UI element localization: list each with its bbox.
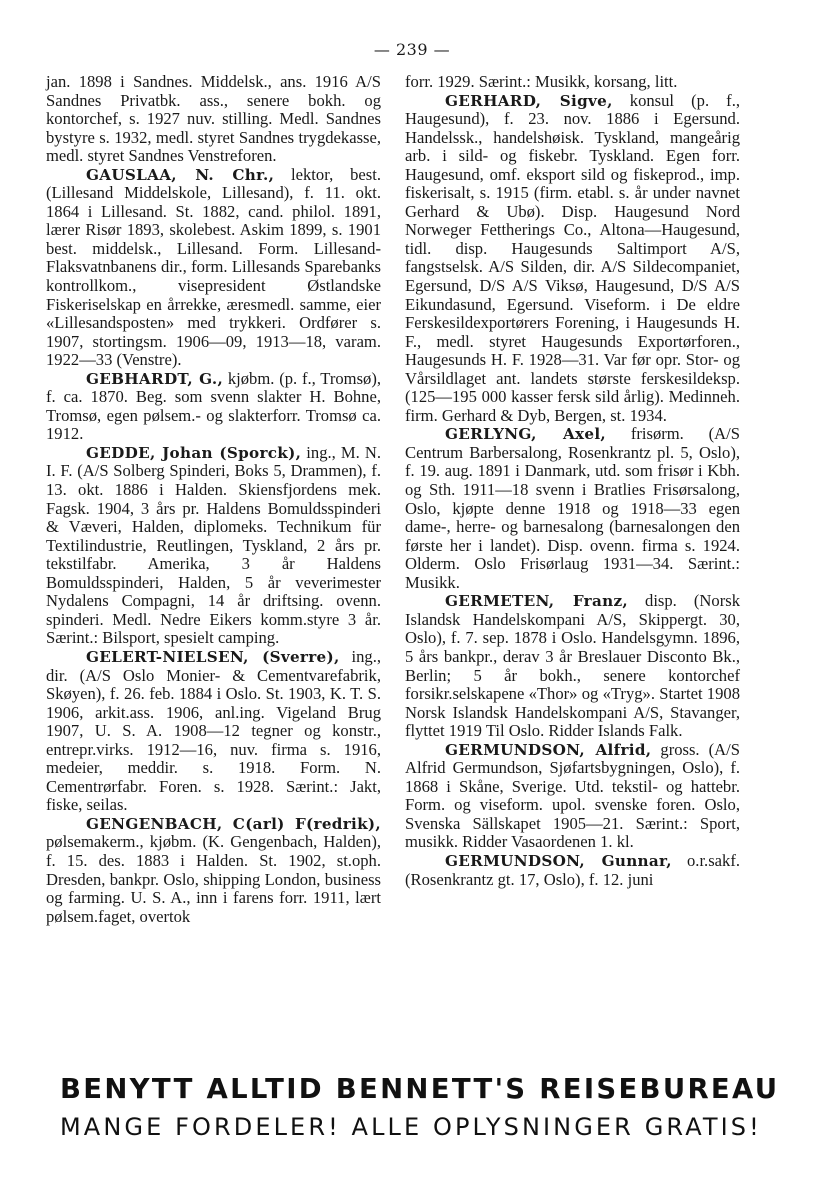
page-number: — 239 —: [373, 40, 451, 59]
entry-body: frisørm. (A/S Centrum Barbersalong, Rosenkrantz pl. 5, Oslo), f. 19. aug. 1891 i Danmark, utd. som frisør i Kbh. og Sth. 1911—18 svenn i Bratlies Frisørsalong, Oslo, kjøpte denne 1918 og 1918—33 egen dame-, herre- og barnesalong (barnesalongen den første her i landet). Disp. ovenn. firma s. 1924. Olderm. Oslo Frisørlaug 1931—34. Særint.: Musikk.: [405, 424, 740, 592]
entry-gauslaa: [46, 166, 381, 370]
entry-name: GELERT-NIELSEN, (Sverre),: [86, 647, 340, 666]
entry-name: GERLYNG, Axel,: [445, 425, 607, 444]
entry-continuation: [405, 73, 740, 92]
entry-name: GENGENBACH, C(arl) F(redrik),: [86, 814, 381, 833]
entry-name: GEDDE, Johan (Sporck),: [86, 443, 302, 462]
entry-body: o.r.sakf. (Rosenkrantz gt. 17, Oslo), f. 12. juni: [405, 850, 740, 889]
entry-name: GERHARD, Sigve,: [445, 91, 613, 110]
entry-body: konsul (p. f., Haugesund), f. 23. nov. 1886 i Egersund. Handelssk., handelshøisk. Tyskland, mangeårig arb. i sild- og fiskebr. Tyskland. Egen forr. Haugesund, omf. eksport sild og fiskeprod., imp. fiskerisalt, s. 1915 (firm. etabl. s. år under navnet Gerhard & Ubø). Disp. Haugesund Nord Norweger Fettherings Co., Altona—Haugesund, tidl. disp. Haugesunds Saltimport A/S, fangstselsk. A/S Silden, dir. A/S Sildecompaniet, Egersund, D/S A/S Viksø, Haugesund, D/S A/S Eikundasund, Egersund. Viseform. i De eldre Ferskesildexportørers Forening, i Haugesunds H. F., medl. styret Haugesunds Exportørforen., Haugesunds H. F. 1928—31. Var før opr. Stor- og Vårsildlaget ant. landets største ferskesildeksp. (125—195 000 kasser fersk sild årlig). Medinneh. firm. Gerhard & Dyb, Bergen, st. 1934.: [405, 90, 740, 425]
entry-body: gross. (A/S Alfrid Germundson, Sjøfartsbygningen, Oslo), f. 1868 i Skåne, Sverige. Utd. tekstil- og hattebr. Form. og viseform. upol. svenske foren. Oslo, Svenska Sällskapet 1905—21. Særint.: Sport, musikk. Ridder Vasaordenen 1. kl.: [405, 739, 740, 852]
entry-gerlyng: [405, 425, 740, 592]
entry-name: GERMETEN, Franz,: [445, 592, 628, 611]
advertisement-tagline: MANGE FORDELER! ALLE OPLYSNINGER GRATIS!: [60, 1113, 762, 1141]
entry-germundson-alfrid: [405, 741, 740, 852]
entry-body: kjøbm. (p. f., Tromsø), f. ca. 1870. Beg. som svenn slakter H. Bohne, Tromsø, egen pølsem.- og slakterforr. Tromsø ca. 1912.: [46, 368, 381, 444]
right-column: [405, 73, 740, 889]
entry-gelert-nielsen: [46, 648, 381, 815]
entry-germundson-gunnar: [405, 852, 740, 889]
entry-continuation: [46, 73, 381, 166]
entry-gedde: [46, 444, 381, 648]
entry-body: forr. 1929. Særint.: Musikk, korsang, litt.: [405, 72, 678, 91]
entry-name: GERMUNDSON, Gunnar,: [445, 851, 672, 870]
entry-body: lektor, best. (Lillesand Middelskole, Lillesand), f. 11. okt. 1864 i Lillesand. St. 1882, cand. philol. 1891, lærer Risør 1893, skolebest. Askim 1899, s. 1901 best. middelsk., Lillesand. Form. Lillesand-Flaksvatnbanens dir., form. Lillesands Sparebanks kontrollkom., visepresident Østlandske Fiskeriselskap en årrekke, æresmedl. samme, eier «Lillesandsposten» med trykkeri. Ordfører s. 1907, stortingsm. 1906—09, 1913—18, varam. 1922—33 (Venstre).: [46, 164, 381, 370]
entry-name: GAUSLAA, N. Chr.,: [86, 165, 275, 184]
entry-body: pølsemakerm., kjøbm. (K. Gengenbach, Halden), f. 15. des. 1883 i Halden. St. 1902, st.oph. Dresden, bankpr. Oslo, shipping London, business og farming. U. S. A., inn i farens forr. 1911, lært pølsem.faget, overtok: [46, 832, 381, 926]
entry-gebhardt: [46, 370, 381, 444]
left-column: [46, 73, 381, 926]
entry-gengenbach: [46, 815, 381, 926]
entry-body: ing., dir. (A/S Oslo Monier- & Cementvarefabrik, Skøyen), f. 26. feb. 1884 i Oslo. St. 1903, K. T. S. 1906, arkit.ass. 1906, anl.ing. Vigeland Brug 1907, U. S. A. 1908—12 tegner og konstr., entrepr.virks. 1912—16, nuv. firma s. 1916, medeier, meddir. s. 1918. Form. N. Cementrørfabr. Foren. s. 1928. Særint.: Jakt, fiske, seilas.: [46, 646, 382, 815]
entry-name: GEBHARDT, G.,: [86, 369, 224, 388]
entry-body: ing., M. N. I. F. (A/S Solberg Spinderi, Boks 5, Drammen), f. 13. okt. 1886 i Halden. Skiensfjordens mek. Fagsk. 1904, 3 års pr. Haldens Bomuldsspinderi & Væveri, Halden, diplomeks. Technikum für Textilindustrie, Reutlingen, Tyskland, 2 års pr. tekstilfabr. Amerika, 3 år Haldens Bomuldsspinderi, Halden, 5 år veverimester Nydalens Compagni, 14 år driftsing. ovenn. spinderi. Medl. Nedre Eikers komm.styre 3 år. Særint.: Bilsport, spesielt camping.: [46, 442, 381, 648]
entry-body: jan. 1898 i Sandnes. Middelsk., ans. 1916 A/S Sandnes Privatbk. ass., senere bokh. og kontorchef, s. 1927 nuv. stilling. Medl. Sandnes bystyre s. 1932, medl. styret Sandnes trygdekasse, medl. styret Sandnes Venstreforen.: [46, 72, 381, 166]
entry-body: disp. (Norsk Islandsk Handelskompani A/S, Skippergt. 30, Oslo), f. 7. sep. 1878 i Oslo. Handelsgymn. 1896, 5 års bankpr., derav 3 år Breslauer Disconto Bk., Berlin; 5 år bokh., senere kontorchef forsikr.selskapene «Thor» og «Tryg». Startet 1908 Norsk Islandsk Handelskompani A/S, Stavanger, flyttet 1919 Til Oslo. Ridder Islands Falk.: [405, 591, 740, 741]
advertisement-headline: BENYTT ALLTID BENNETT'S REISEBUREAU: [60, 1073, 780, 1105]
entry-name: GERMUNDSON, Alfrid,: [445, 740, 652, 759]
entry-germeten: [405, 592, 740, 740]
entry-gerhard: [405, 92, 740, 426]
